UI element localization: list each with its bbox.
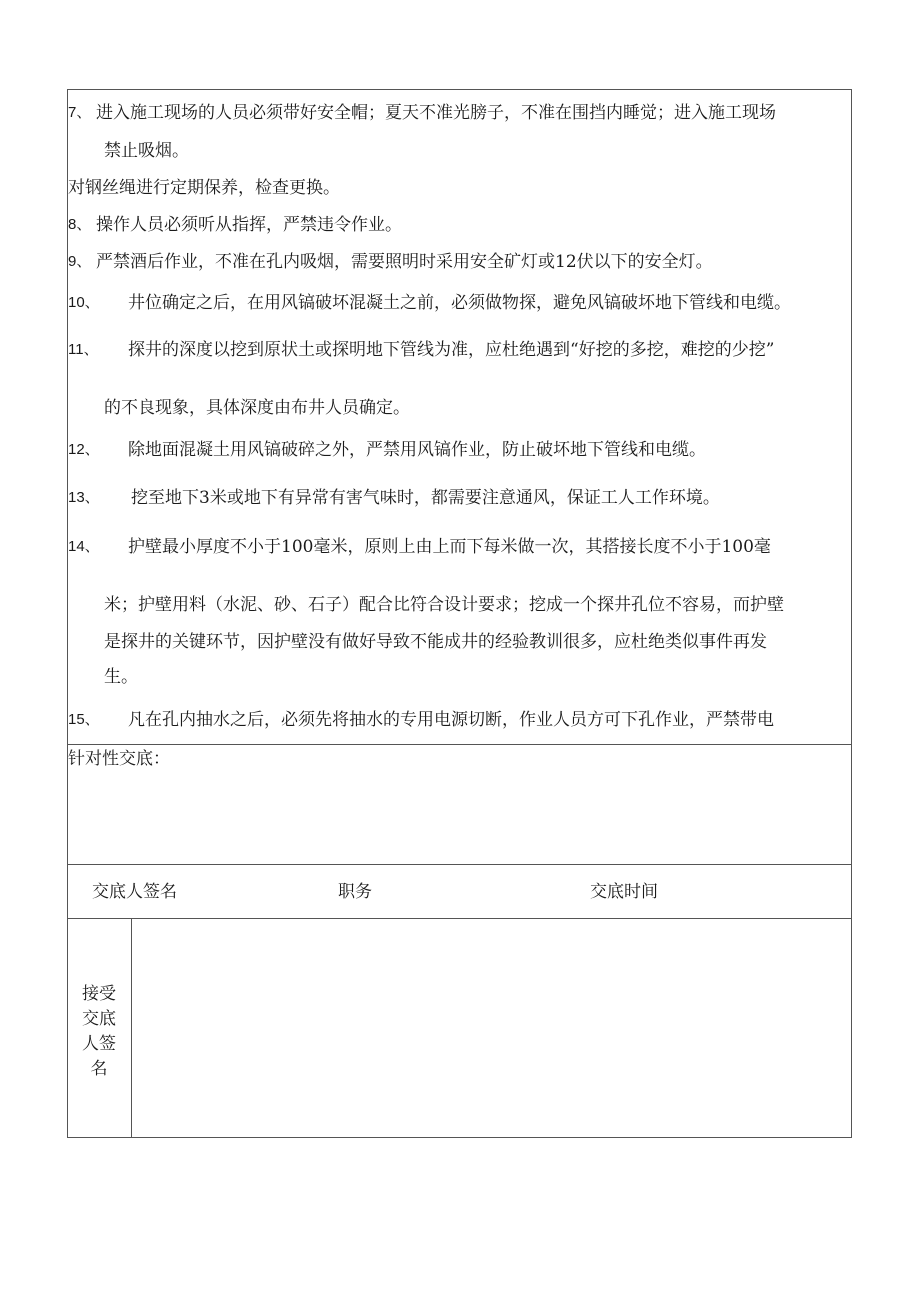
- item-8-text: 操作人员必须听从指挥，严禁违令作业。: [96, 215, 402, 235]
- item-10-number: 10、: [68, 294, 100, 311]
- item-9-number: 9、: [68, 253, 92, 270]
- item-12-text: 除地面混凝土用风镐破碎之外，严禁用风镐作业，防止破坏地下管线和电缆。: [128, 440, 706, 460]
- item-14-number: 14、: [68, 538, 100, 555]
- item-7-line-2: 禁止吸烟。: [104, 141, 189, 161]
- item-11-line-2: 的不良现象，具体深度由布井人员确定。: [104, 398, 410, 418]
- item-11-line-1: 探井的深度以挖到原状土或探明地下管线为准，应杜绝遇到“好挖的多挖，难挖的少挖”: [128, 340, 775, 360]
- item-14-line-3: 是探井的关键环节，因护壁没有做好导致不能成井的经验教训很多，应杜绝类似事件再发: [104, 632, 767, 652]
- item-13-number: 13、: [68, 489, 100, 506]
- receiver-signature-label: 接受交底人签名: [82, 984, 116, 1079]
- item-14-line-1: 护壁最小厚度不小于100毫米，原则上由上而下每米做一次，其搭接长度不小于100毫: [128, 537, 771, 557]
- item-14-line-2: 米；护壁用料（水泥、砂、石子）配合比符合设计要求；挖成一个探井孔位不容易，而护壁: [104, 595, 784, 615]
- rope-maintenance-line: 对钢丝绳进行定期保养，检查更换。: [68, 178, 340, 198]
- item-15-number: 15、: [68, 711, 100, 728]
- targeted-briefing-label: 针对性交底：: [68, 749, 170, 769]
- briefing-time-label: 交底时间: [590, 882, 658, 902]
- item-12-number: 12、: [68, 441, 100, 458]
- briefer-signature-label: 交底人签名: [92, 882, 177, 902]
- item-11-number: 11、: [68, 341, 99, 358]
- item-13-text: 挖至地下3米或地下有异常有害气味时，都需要注意通风，保证工人工作环境。: [131, 488, 720, 508]
- receiver-signature-area[interactable]: [132, 919, 851, 1137]
- item-7-line-1: 进入施工现场的人员必须带好安全帽；夏天不准光膀子，不准在围挡内睡觉；进入施工现场: [96, 103, 776, 123]
- item-7-number: 7、: [68, 104, 92, 121]
- item-15-text: 凡在孔内抽水之后，必须先将抽水的专用电源切断，作业人员方可下孔作业，严禁带电: [128, 710, 774, 730]
- row-divider-targeted: [67, 864, 852, 865]
- item-14-line-4: 生。: [104, 667, 138, 687]
- position-label: 职务: [338, 882, 372, 902]
- row-divider-content: [67, 744, 852, 745]
- item-9-text: 严禁酒后作业，不准在孔内吸烟，需要照明时采用安全矿灯或12伏以下的安全灯。: [96, 252, 713, 272]
- item-10-text: 井位确定之后，在用风镐破坏混凝土之前，必须做物探，避免风镐破坏地下管线和电缆。: [128, 293, 791, 313]
- item-8-number: 8、: [68, 216, 92, 233]
